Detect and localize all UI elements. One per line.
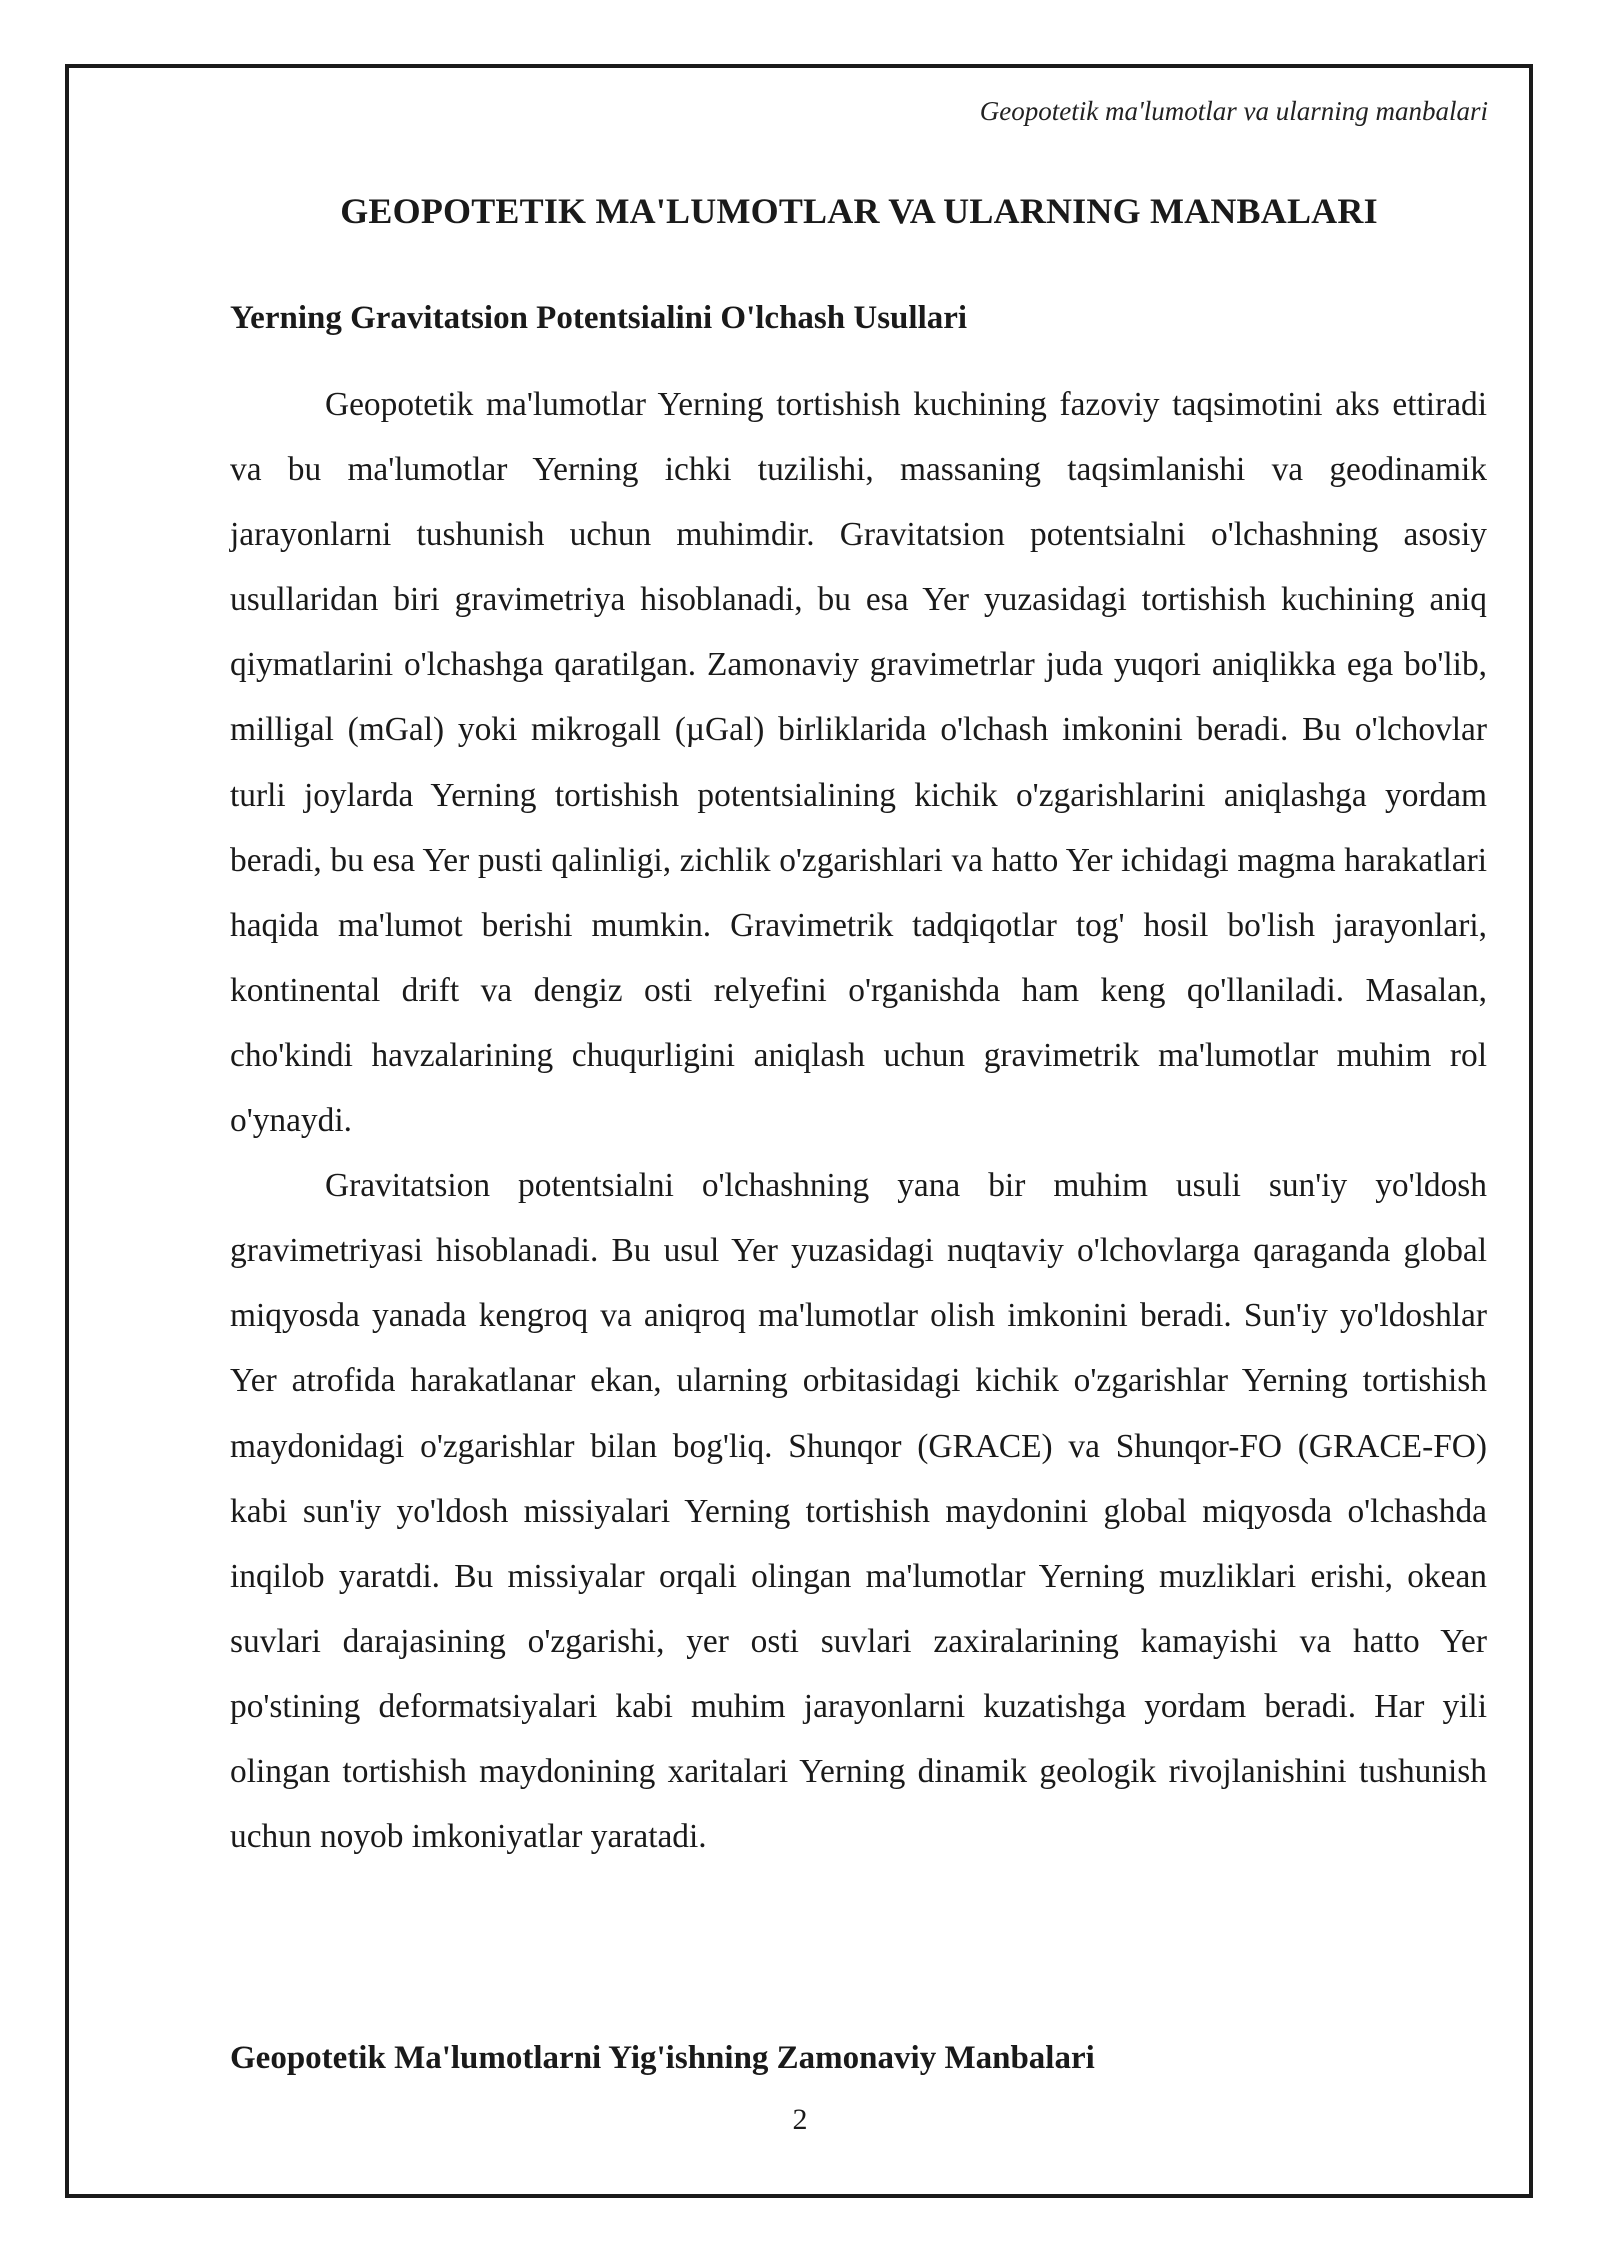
section-heading-modern-sources: Geopotetik Ma'lumotlarni Yig'ishning Zamonaviy Manbalari bbox=[230, 2040, 1095, 2076]
paragraph: Geopotetik ma'lumotlar Yerning tortishish kuchining fazoviy taqsimotini aks ettiradi va bu ma'lumotlar Yerning ichki tuzilishi, massaning taqsimlanishi va geodinamik jarayonlarni tushunish uchun muhimdir. Gravitatsion potentsialni o'lchashning asosiy usullaridan biri gravimetriya hisoblanadi, bu esa Yer yuzasidagi tortishish kuchining aniq qiymatlarini o'lchashga qaratilgan. Zamonaviy gravimetrlar juda yuqori aniqlikka ega bo'lib, milligal (mGal) yoki mikrogall (µGal) birliklarida o'lchash imkonini beradi. Bu o'lchovlar turli joylarda Yerning tortishish potentsialining kichik o'zgarishlarini aniqlashga yordam beradi, bu esa Yer pusti qalinligi, zichlik o'zgarishlari va hatto Yer ichidagi magma harakatlari haqida ma'lumot berishi mumkin. Gravimetrik tadqiqotlar tog' hosil bo'lish jarayonlari, kontinental drift va dengiz osti relyefini o'rganishda ham keng qo'llaniladi. Masalan, cho'kindi havzalarining chuqurligini aniqlash uchun gravimetrik ma'lumotlar muhim rol o'ynaydi. bbox=[230, 386, 1487, 1140]
page-number: 2 bbox=[792, 2103, 808, 2136]
section-body bbox=[230, 372, 1487, 1869]
document-title: GEOPOTETIK MA'LUMOTLAR VA ULARNING MANBALARI bbox=[340, 191, 1378, 231]
running-header: Geopotetik ma'lumotlar va ularning manbalari bbox=[979, 96, 1488, 126]
paragraph: Gravitatsion potentsialni o'lchashning yana bir muhim usuli sun'iy yo'ldosh gravimetriyasi hisoblanadi. Bu usul Yer yuzasidagi nuqtaviy o'lchovlarga qaraganda global miqyosda yanada kengroq va aniqroq ma'lumotlar olish imkonini beradi. Sun'iy yo'ldoshlar Yer atrofida harakatlanar ekan, ularning orbitasidagi kichik o'zgarishlar Yerning tortishish maydonidagi o'zgarishlar bilan bog'liq. Shunqor (GRACE) va Shunqor-FO (GRACE-FO) kabi sun'iy yo'ldosh missiyalari Yerning tortishish maydonini global miqyosda o'lchashda inqilob yaratdi. Bu missiyalar orqali olingan ma'lumotlar Yerning muzliklari erishi, okean suvlari darajasining o'zgarishi, yer osti suvlari zaxiralarining kamayishi va hatto Yer po'stining deformatsiyalari kabi muhim jarayonlarni kuzatishga yordam beradi. Har yili olingan tortishish maydonining xaritalari Yerning dinamik geologik rivojlanishini tushunish uchun noyob imkoniyatlar yaratadi. bbox=[230, 1167, 1487, 1856]
section-heading-measurement-methods: Yerning Gravitatsion Potentsialini O'lchash Usullari bbox=[230, 300, 968, 336]
